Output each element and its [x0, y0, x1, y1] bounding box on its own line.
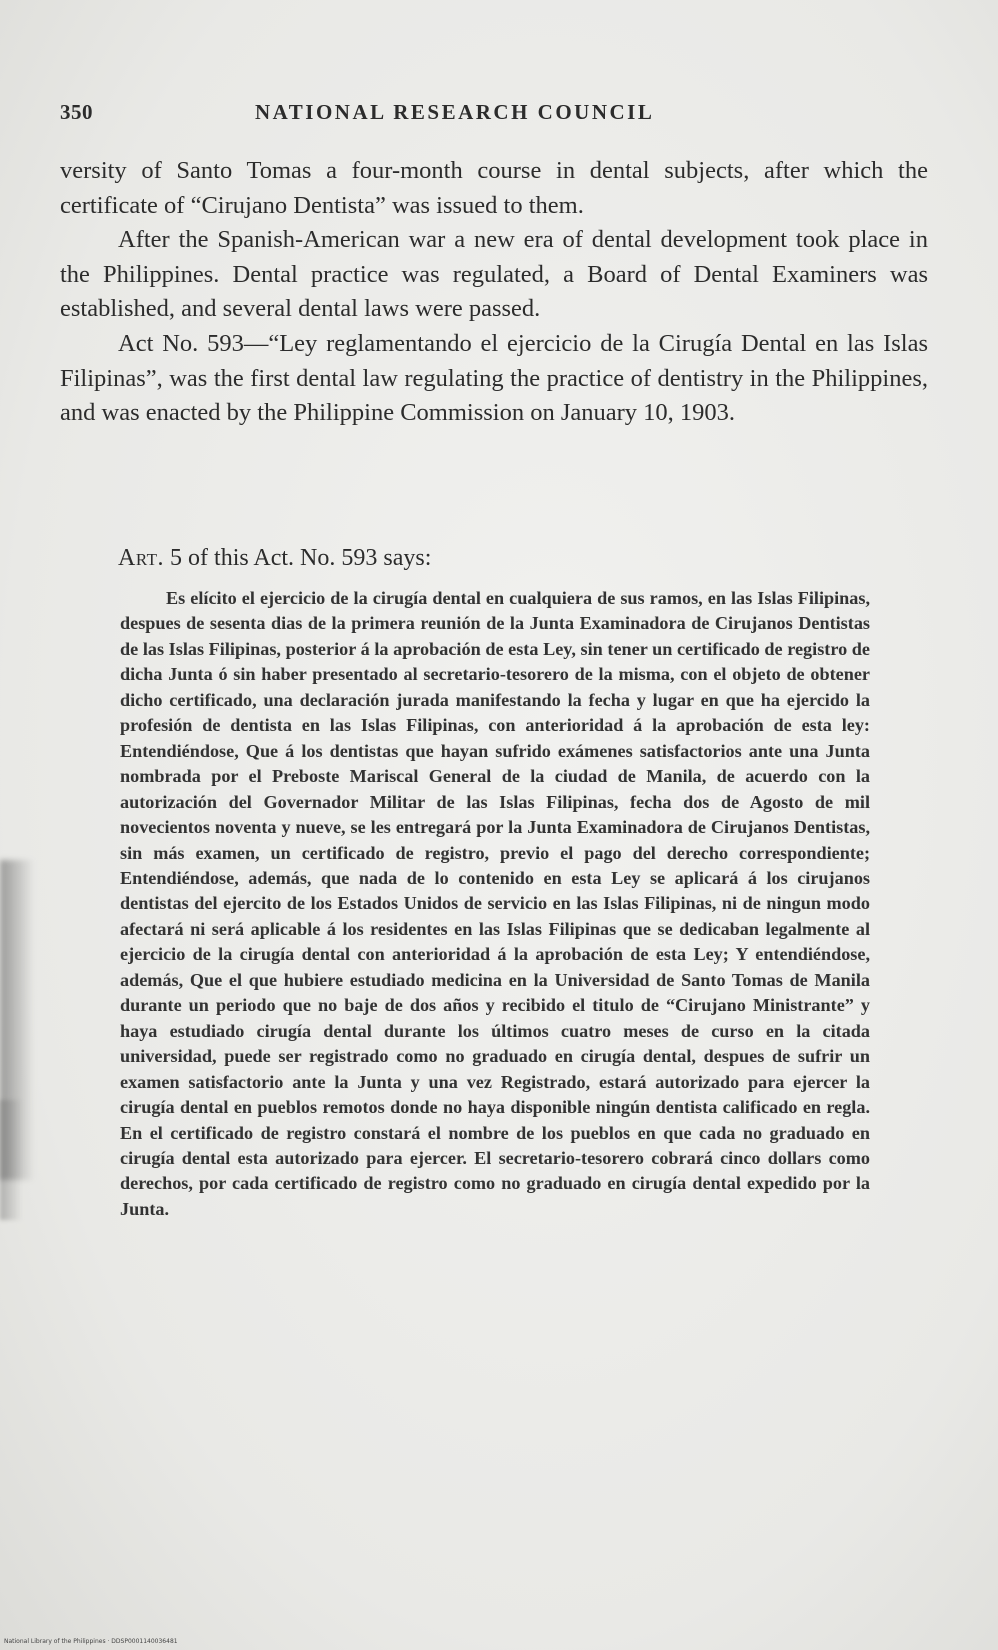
paragraph-3: Act No. 593—“Ley reglamentando el ejercicio de la Cirugía Dental en las Islas Filipinas”, was the first dental law regulating the practice of dentistry in the Philippines, and was enacted by the Philippine Commission on January 10, 1903. [60, 329, 928, 427]
quoted-article [120, 586, 870, 1222]
running-head: NATIONAL RESEARCH COUNCIL [255, 100, 655, 124]
page-edge-shadow-lower [0, 1100, 22, 1220]
quoted-article-text: Es elícito el ejercicio de la cirugía dental en cualquiera de sus ramos, en las Islas Filipinas, despues de sesenta dias de la primera reunión de la Junta Examinadora de Cirujanos Dentistas de las Islas Filipinas, posterior á la aprobación de esta Ley, sin tener un certificado de registro de dicha Junta ó sin haber presentado al secretario-tesorero de la misma, con el objeto de obtener dicho certificado, una declaración jurada manifestando la fecha y lugar en que ha ejercido la profesión de dentista en las Islas Filipinas, con anterioridad á la aprobación de esta ley: Entendiéndose, Que á los dentistas que hayan sufrido exámenes satisfactorios ante una Junta nombrada por el Preboste Mariscal General de la ciudad de Manila, de acuerdo con la autorización del Governador Militar de las Islas Filipinas, fecha dos de Agosto de mil novecientos noventa y nueve, se les entregará por la Junta Examinadora de Cirujanos Dentistas, sin más examen, un certificado de registro, previo el pago del derecho correspondiente; Entendiéndose, además, que nada de lo contenido en esta Ley se aplicará á los cirujanos dentistas del ejercito de los Estados Unidos de servicio en las Islas Filipinas, ni de ningun modo afectará ni será aplicable á los residentes en las Islas Filipinas que se dedicaban legalmente al ejercicio de la cirugía dental con anterioridad á la aprobación de esta Ley; Y entendiéndose, además, Que el que hubiere estudiado medicina en la Universidad de Santo Tomas de Manila durante un periodo que no baje de dos años y recibido el titulo de “Cirujano Ministrante” y haya estudiado cirugía dental durante los últimos cuatro meses de curso en la citada universidad, puede ser registrado como no graduado en cirugía dental, despues de sufrir un examen satisfactorio ante la Junta y una vez Registrado, estará autorizado para ejercer la cirugía dental en pueblos remotos donde no haya disponible ningún dentista calificado en regla. En el certificado de registro constará el nombre de los pueblos en que cada no graduado en cirugía dental esta autorizado para ejercer. El secretario-tesorero cobrará cinco dollars como derechos, por cada certificado de registro como no graduado en cirugía dental expedido por la Junta. [120, 588, 870, 1219]
paragraph-1: versity of Santo Tomas a four-month course in dental subjects, after which the certificate of “Cirujano Dentista” was issued to them. [60, 157, 928, 219]
body-text [60, 154, 928, 431]
page-number: 350 [60, 100, 93, 124]
page-header [60, 100, 940, 132]
article-label: Art. [118, 545, 165, 571]
article-intro-text: 5 of this Act. No. 593 says: [164, 545, 432, 571]
article-intro [118, 545, 431, 572]
source-footer: National Library of the Philippines · DDSP0001140036481 [4, 1638, 178, 1645]
paragraph-2: After the Spanish-American war a new era of dental development took place in the Philippines. Dental practice was regulated, a Board of Dental Examiners was established, and several dental laws were passed. [60, 226, 928, 323]
